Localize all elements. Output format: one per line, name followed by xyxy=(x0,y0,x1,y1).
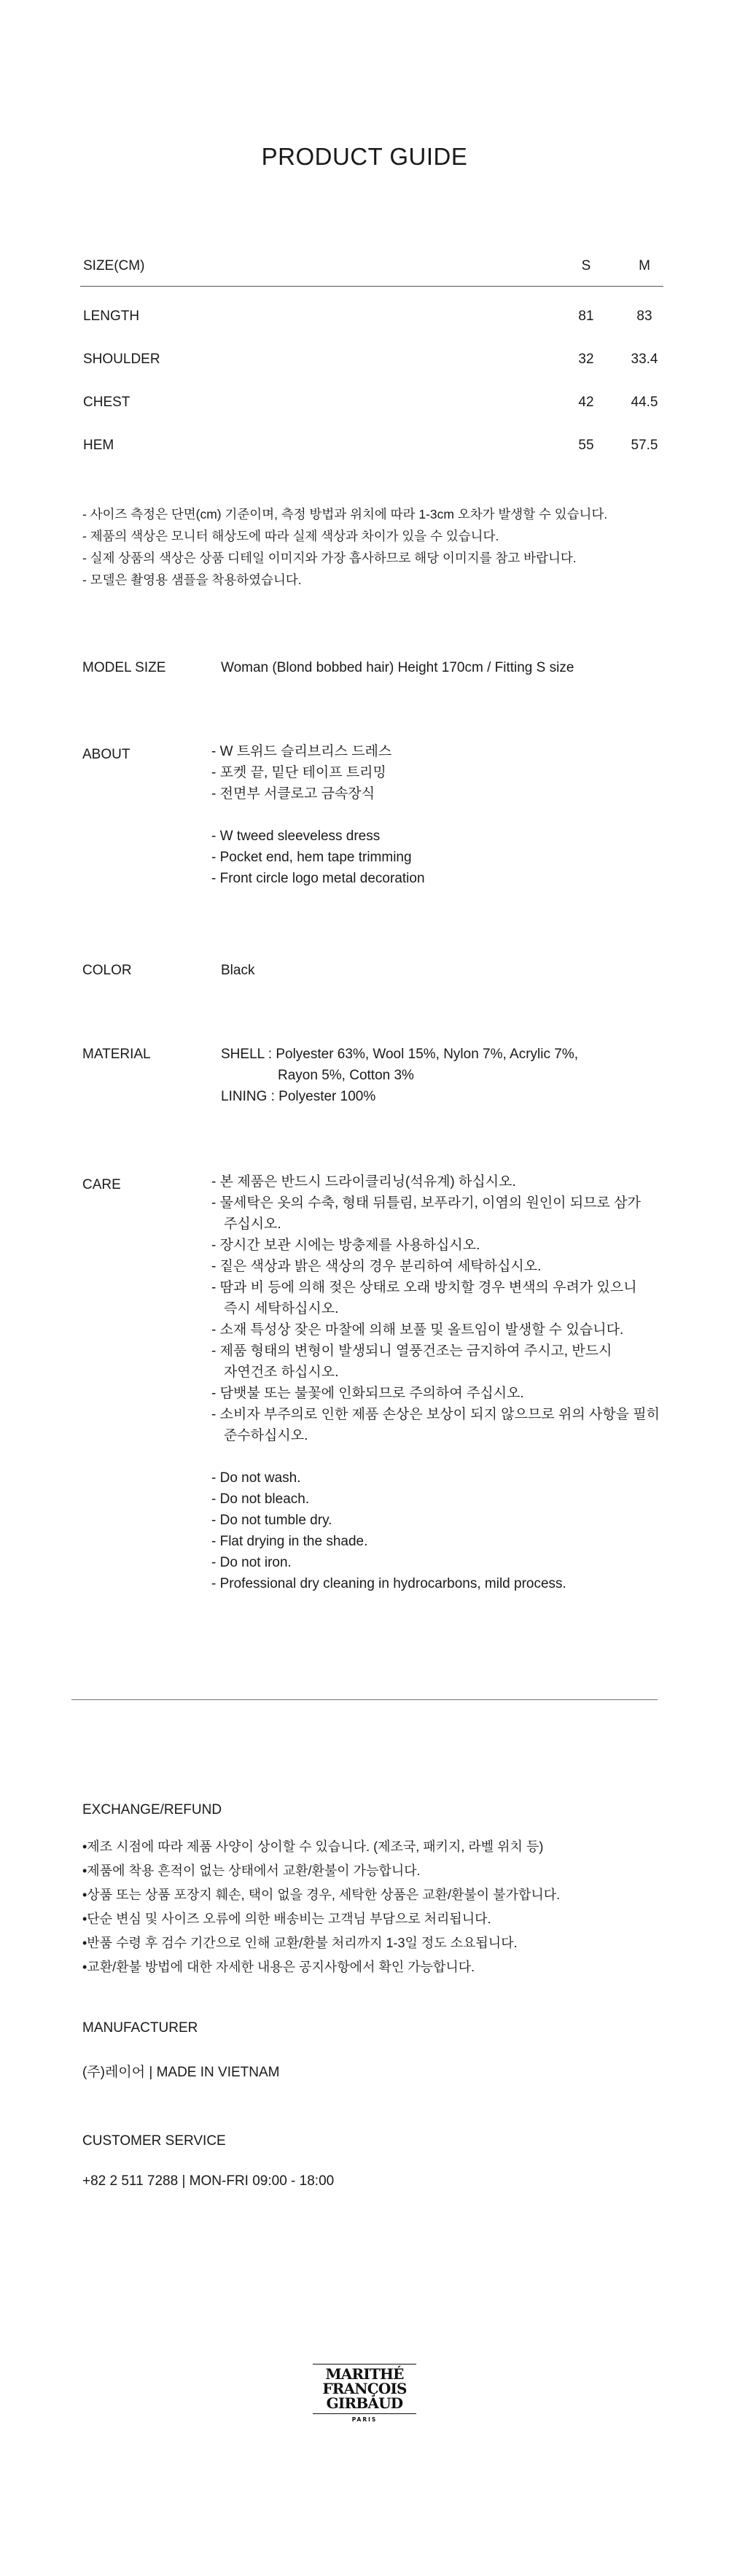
about-line: - W 트위드 슬리브리스 드레스 xyxy=(211,744,392,759)
care-line: - Do not iron. xyxy=(211,1555,292,1570)
care-line: - 물세탁은 옷의 수축, 형태 뒤틀림, 보푸라기, 이염의 원인이 되므로 삼가 xyxy=(211,1195,641,1211)
logo-line: MARITHÉ xyxy=(325,2365,404,2383)
about-line: - 전면부 서클로고 금속장식 xyxy=(211,786,375,802)
care-line: - 소재 특성상 잦은 마찰에 의해 보풀 및 올트임이 발생할 수 있습니다. xyxy=(211,1322,624,1338)
care-line: 자연건조 하십시오. xyxy=(224,1365,339,1380)
row-label: HEM xyxy=(83,438,114,453)
about-line: - Front circle logo metal decoration xyxy=(211,871,425,886)
care-line: 주십시오. xyxy=(224,1217,281,1232)
exchange-title: EXCHANGE/REFUND xyxy=(82,1802,222,1817)
about-label: ABOUT xyxy=(82,747,130,762)
about-value xyxy=(211,741,425,889)
page-title: PRODUCT GUIDE xyxy=(261,143,468,170)
logo-paris: PARIS xyxy=(351,2416,378,2423)
list-item: •단순 변심 및 사이즈 오류에 의한 배송비는 고객님 부담으로 처리됩니다. xyxy=(82,1912,491,1926)
row-label: CHEST xyxy=(83,395,130,410)
manufacturer-value: (주)레이어 | MADE IN VIETNAM xyxy=(82,2065,280,2080)
size-header-m: M xyxy=(639,258,650,273)
size-notes xyxy=(82,503,607,591)
list-item: •교환/환불 방법에 대한 자세한 내용은 공지사항에서 확인 가능합니다. xyxy=(82,1960,475,1974)
material-label: MATERIAL xyxy=(82,1047,151,1062)
row-value-m: 33.4 xyxy=(631,352,658,367)
customer-service-title: CUSTOMER SERVICE xyxy=(82,2133,226,2149)
care-line: - Do not bleach. xyxy=(211,1491,310,1507)
row-value-s: 32 xyxy=(578,352,594,367)
row-value-m: 57.5 xyxy=(631,438,658,453)
care-label: CARE xyxy=(82,1177,121,1192)
care-line: - Do not tumble dry. xyxy=(211,1513,332,1528)
model-size-label: MODEL SIZE xyxy=(82,660,166,675)
note-line: - 사이즈 측정은 단면(cm) 기준이며, 측정 방법과 위치에 따라 1-3cm 오차가 발생할 수 있습니다. xyxy=(82,507,608,521)
brand-logo xyxy=(310,2364,419,2423)
care-line: - 본 제품은 반드시 드라이클리닝(석유계) 하십시오. xyxy=(211,1174,516,1190)
care-line: - Do not wash. xyxy=(211,1470,301,1486)
care-line: - 장시간 보관 시에는 방충제를 사용하십시오. xyxy=(211,1238,480,1253)
row-value-m: 83 xyxy=(636,309,652,324)
care-value xyxy=(211,1171,660,1594)
model-size-value: Woman (Blond bobbed hair) Height 170cm / Fitting S size xyxy=(221,660,574,675)
size-table-header xyxy=(80,248,663,287)
row-value-m: 44.5 xyxy=(631,395,658,410)
exchange-list xyxy=(82,1835,560,1979)
row-label: SHOULDER xyxy=(83,352,160,367)
table-row xyxy=(80,416,663,459)
about-line: - W tweed sleeveless dress xyxy=(211,829,381,844)
material-value xyxy=(221,1044,578,1107)
manufacturer-title: MANUFACTURER xyxy=(82,2020,198,2036)
section-divider xyxy=(71,1699,658,1700)
care-line: - Flat drying in the shade. xyxy=(211,1534,368,1549)
about-line: - 포켓 끝, 밑단 테이프 트리밍 xyxy=(211,765,386,780)
note-line: - 모델은 촬영용 샘플을 착용하였습니다. xyxy=(82,573,302,587)
care-line: - 담뱃불 또는 불꽃에 인화되므로 주의하여 주십시오. xyxy=(211,1386,524,1401)
table-row xyxy=(80,287,663,330)
row-label: LENGTH xyxy=(83,309,140,324)
care-line: - 소비자 부주의로 인한 제품 손상은 보상이 되지 않으므로 위의 사항을 필히 xyxy=(211,1407,660,1422)
size-table xyxy=(80,248,663,459)
logo-line: GIRBAUD xyxy=(326,2394,403,2412)
list-item: •제품에 착용 흔적이 없는 상태에서 교환/환불이 가능합니다. xyxy=(82,1863,421,1878)
customer-service-value: +82 2 511 7288 | MON-FRI 09:00 - 18:00 xyxy=(82,2173,335,2189)
about-line: - Pocket end, hem tape trimming xyxy=(211,850,412,865)
material-shell-cont: Rayon 5%, Cotton 3% xyxy=(278,1068,414,1083)
care-line: - 땀과 비 등에 의해 젖은 상태로 오래 방치할 경우 변색의 우려가 있으니 xyxy=(211,1280,637,1295)
care-line: 준수하십시오. xyxy=(224,1428,308,1443)
size-header-label: SIZE(CM) xyxy=(83,258,145,273)
care-line: - 짙은 색상과 밝은 색상의 경우 분리하여 세탁하십시오. xyxy=(211,1259,542,1274)
row-value-s: 42 xyxy=(578,395,594,410)
size-header-s: S xyxy=(581,258,591,273)
color-label: COLOR xyxy=(82,963,132,978)
logo-line: FRANÇOIS xyxy=(322,2380,407,2397)
color-value: Black xyxy=(221,963,255,978)
care-line: - Professional dry cleaning in hydrocarbons, mild process. xyxy=(211,1576,566,1591)
table-row xyxy=(80,373,663,416)
note-line: - 제품의 색상은 모니터 해상도에 따라 실제 색상과 차이가 있을 수 있습니다. xyxy=(82,529,499,543)
list-item: •상품 또는 상품 포장지 훼손, 택이 없을 경우, 세탁한 상품은 교환/환불이 불가합니다. xyxy=(82,1888,561,1902)
table-row xyxy=(80,330,663,373)
list-item: •반품 수령 후 검수 기간으로 인해 교환/환불 처리까지 1-3일 정도 소요됩니다. xyxy=(82,1936,518,1950)
row-value-s: 81 xyxy=(578,309,594,324)
note-line: - 실제 상품의 색상은 상품 디테일 이미지와 가장 흡사하므로 해당 이미지를 참고 바랍니다. xyxy=(82,551,577,565)
material-lining: LINING : Polyester 100% xyxy=(221,1089,376,1104)
row-value-s: 55 xyxy=(578,438,594,453)
list-item: •제조 시점에 따라 제품 사양이 상이할 수 있습니다. (제조국, 패키지, 라벨 위치 등) xyxy=(82,1839,544,1854)
care-line: 즉시 세탁하십시오. xyxy=(224,1301,339,1316)
care-line: - 제품 형태의 변형이 발생되니 열풍건조는 금지하여 주시고, 반드시 xyxy=(211,1343,612,1359)
material-shell: SHELL : Polyester 63%, Wool 15%, Nylon 7%, Acrylic 7%, xyxy=(221,1047,578,1062)
